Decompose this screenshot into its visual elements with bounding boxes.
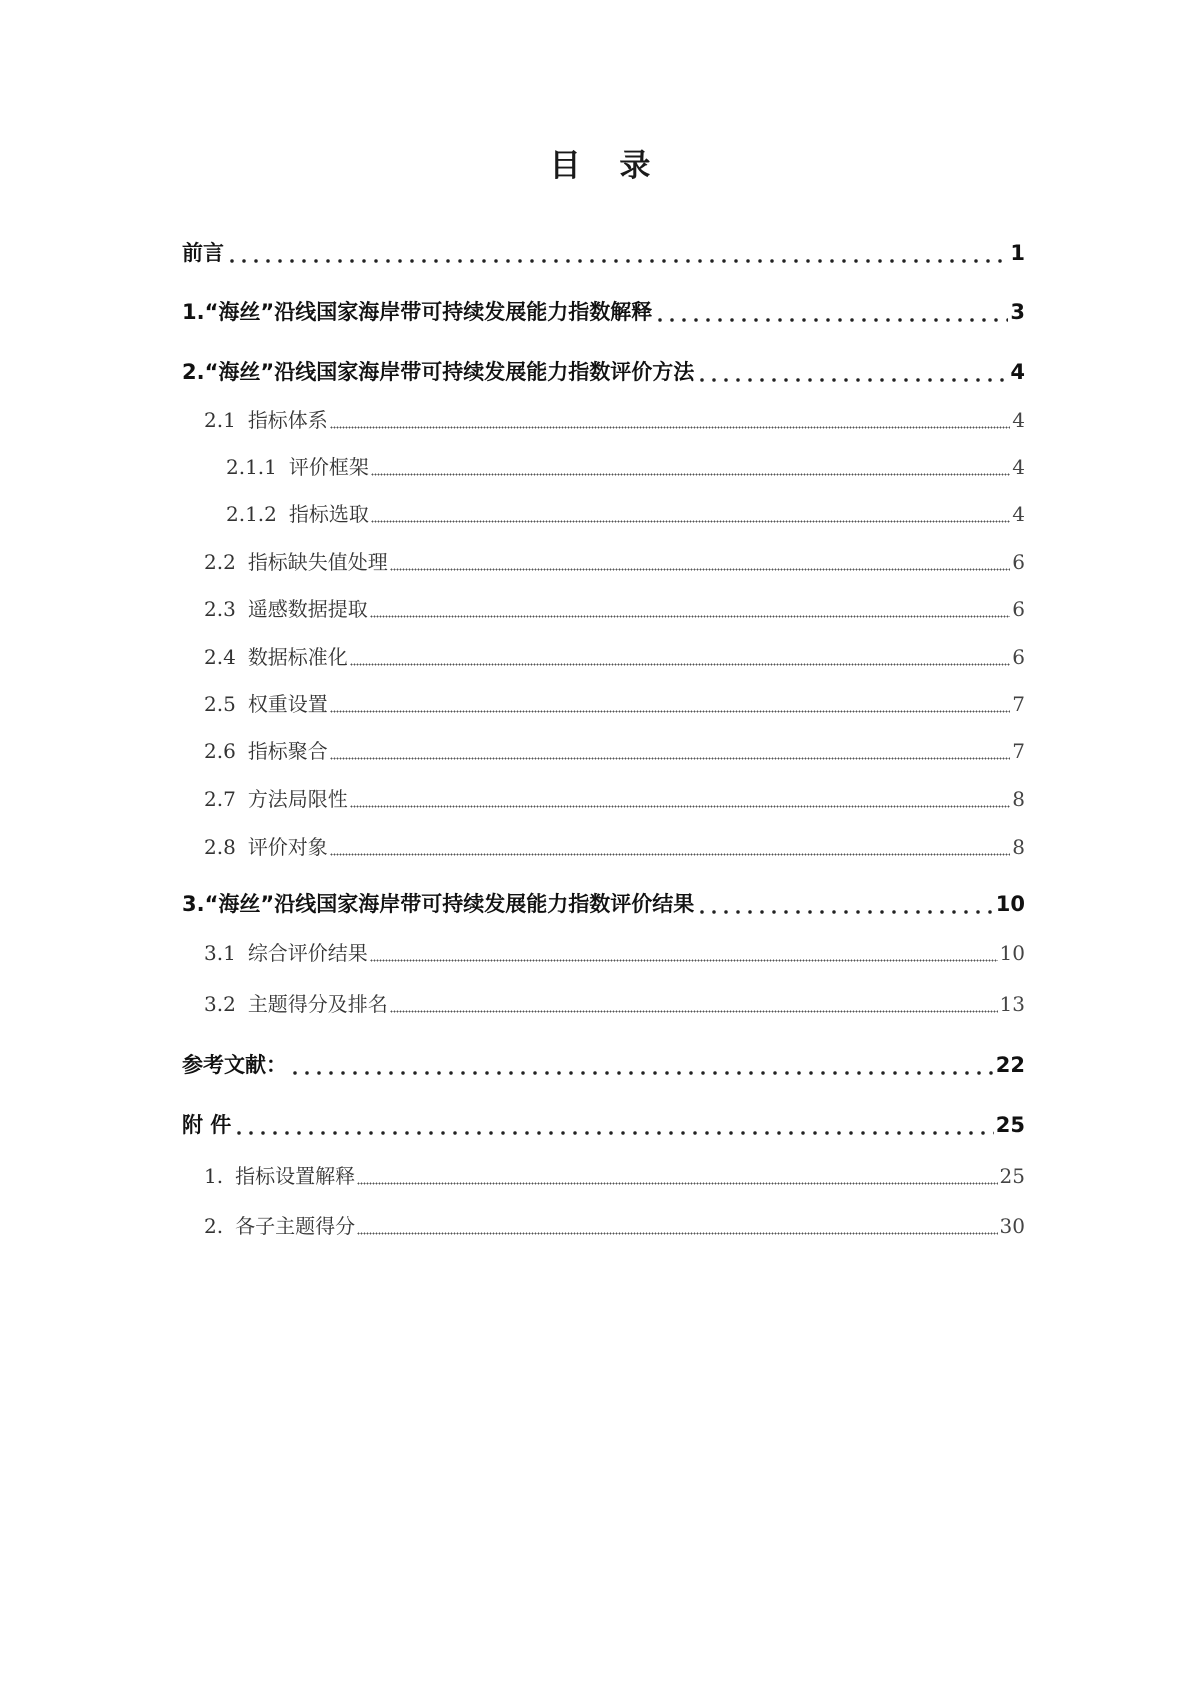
dot-leader: [330, 757, 1010, 760]
toc-entry-label: 指标缺失值处理: [247, 550, 388, 574]
toc-entry-2-1[interactable]: [182, 404, 1025, 433]
toc-entry-appendix-2[interactable]: [182, 1210, 1025, 1239]
toc-entry-page: 1: [1010, 241, 1025, 265]
toc-entry-page: 8: [1012, 787, 1025, 811]
toc-entry-2-1-1[interactable]: [182, 451, 1025, 480]
toc-entry-number: 3.2: [204, 992, 236, 1016]
toc-entry-page: 25: [995, 1113, 1025, 1137]
dot-leader: [357, 1232, 997, 1235]
toc-entry-label: 1.“海丝”沿线国家海岸带可持续发展能力指数解释: [182, 300, 653, 324]
toc-entry-2-7[interactable]: [182, 783, 1025, 812]
toc-entry-3-1[interactable]: [182, 937, 1025, 966]
toc-entry-label: 前言: [182, 241, 224, 265]
toc-entry-number: 2.7: [204, 787, 236, 811]
toc-entry-chapter-3[interactable]: [182, 888, 1025, 918]
toc-entry-preface[interactable]: [182, 237, 1025, 267]
toc-entry-number: 2.5: [204, 692, 236, 716]
toc-entry-label: 指标选取: [288, 502, 369, 526]
dot-leader: [350, 805, 1010, 808]
toc-entry-page: 6: [1012, 645, 1025, 669]
toc-entry-chapter-2[interactable]: [182, 356, 1025, 386]
toc-entry-number: 2.: [204, 1214, 224, 1238]
toc-entry-2-3[interactable]: [182, 593, 1025, 622]
toc-entry-number: 2.8: [204, 835, 236, 859]
toc-entry-number: 2.1.2: [226, 502, 277, 526]
toc-entry-label: 各子主题得分: [235, 1214, 356, 1238]
dot-leader: [696, 377, 1008, 383]
toc-entry-label: 附 件: [182, 1113, 232, 1137]
toc-entry-number: 2.4: [204, 645, 236, 669]
toc-entry-chapter-1[interactable]: [182, 296, 1025, 326]
toc-entry-label: 评价对象: [247, 835, 328, 859]
dot-leader: [371, 520, 1010, 523]
toc-entry-page: 10: [995, 892, 1025, 916]
toc-entry-number: 2.1: [204, 408, 236, 432]
toc-entry-number: 3.1: [204, 941, 236, 965]
toc-entry-label: 遥感数据提取: [247, 597, 368, 621]
toc-entry-2-8[interactable]: [182, 831, 1025, 860]
toc-entry-number: 2.3: [204, 597, 236, 621]
toc-title: 目 录: [549, 148, 665, 184]
dot-leader: [390, 1010, 998, 1013]
dot-leader: [330, 710, 1010, 713]
dot-leader: [696, 909, 994, 915]
toc-entry-label: 指标体系: [247, 408, 328, 432]
toc-entry-2-2[interactable]: [182, 546, 1025, 575]
toc-entry-3-2[interactable]: [182, 988, 1025, 1017]
toc-entry-number: 1.: [204, 1164, 224, 1188]
toc-entry-2-4[interactable]: [182, 641, 1025, 670]
toc-entry-label: 数据标准化: [247, 645, 348, 669]
toc-entry-number: 2.6: [204, 739, 236, 763]
toc-entry-page: 4: [1010, 360, 1025, 384]
toc-entry-label: 参考文献：: [182, 1053, 287, 1077]
toc-entry-label: 3.“海丝”沿线国家海岸带可持续发展能力指数评价结果: [182, 892, 695, 916]
toc-entry-page: 4: [1012, 455, 1025, 479]
dot-leader: [654, 317, 1008, 323]
toc-entry-appendix-1[interactable]: [182, 1160, 1025, 1189]
toc-entry-page: 3: [1010, 300, 1025, 324]
toc-entry-page: 8: [1012, 835, 1025, 859]
toc-entry-2-6[interactable]: [182, 735, 1025, 764]
toc-entry-page: 7: [1012, 692, 1025, 716]
dot-leader: [350, 663, 1010, 666]
toc-entry-page: 10: [999, 941, 1025, 965]
toc-entry-label: 综合评价结果: [247, 941, 368, 965]
toc-entry-label: 主题得分及排名: [247, 992, 388, 1016]
toc-entry-page: 13: [999, 992, 1025, 1016]
dot-leader: [233, 1130, 993, 1136]
toc-entry-2-1-2[interactable]: [182, 498, 1025, 527]
dot-leader: [370, 959, 998, 962]
toc-entry-number: 2.1.1: [226, 455, 277, 479]
toc-entry-number: 2.2: [204, 550, 236, 574]
toc-entry-label: 2.“海丝”沿线国家海岸带可持续发展能力指数评价方法: [182, 360, 695, 384]
dot-leader: [226, 258, 1008, 264]
toc-entry-label: 指标聚合: [247, 739, 328, 763]
toc-entry-appendix[interactable]: [182, 1109, 1025, 1139]
toc-entry-label: 权重设置: [247, 692, 328, 716]
dot-leader: [371, 473, 1010, 476]
toc-entry-2-5[interactable]: [182, 688, 1025, 717]
dot-leader: [330, 853, 1010, 856]
dot-leader: [357, 1182, 997, 1185]
toc-entry-page: 4: [1012, 502, 1025, 526]
toc-entry-page: 4: [1012, 408, 1025, 432]
toc-entry-page: 25: [999, 1164, 1025, 1188]
dot-leader: [370, 615, 1010, 618]
dot-leader: [289, 1070, 994, 1076]
toc-entry-page: 6: [1012, 597, 1025, 621]
toc-entry-references[interactable]: [182, 1049, 1025, 1079]
toc-entry-page: 22: [995, 1053, 1025, 1077]
dot-leader: [330, 426, 1010, 429]
toc-entry-label: 指标设置解释: [235, 1164, 356, 1188]
toc-entry-page: 7: [1012, 739, 1025, 763]
toc-entry-page: 30: [999, 1214, 1025, 1238]
toc-entry-label: 评价框架: [288, 455, 369, 479]
toc-entry-page: 6: [1012, 550, 1025, 574]
toc-entry-label: 方法局限性: [247, 787, 348, 811]
dot-leader: [390, 568, 1010, 571]
